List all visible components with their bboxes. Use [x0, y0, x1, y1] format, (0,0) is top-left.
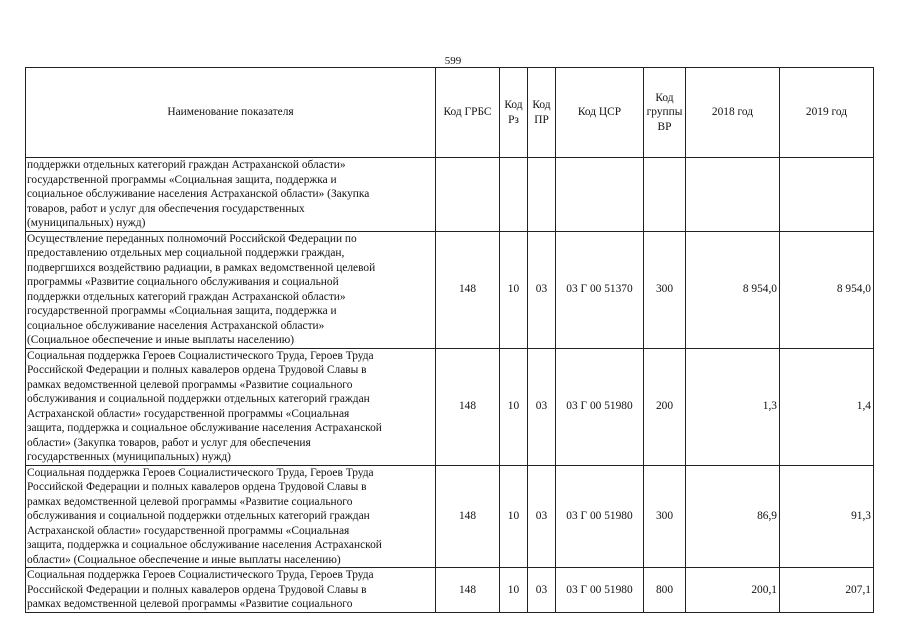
- cell-pr: 03: [528, 568, 556, 613]
- cell-rz: [500, 158, 528, 232]
- name-line: рамках ведомственной целевой программы «Развитие социального: [27, 495, 353, 508]
- name-line: государственных (муниципальных) нужд): [27, 451, 231, 463]
- header-2018: 2018 год: [686, 68, 780, 158]
- name-line: Социальная поддержка Героев Социалистического Труда, Героев Труда: [27, 466, 374, 479]
- name-line: обслуживания и социальной поддержки отдельных категорий граждан: [27, 393, 370, 405]
- name-line: товаров, работ и услуг для обеспечения государственных: [27, 202, 305, 215]
- name-line: Российской Федерации и полных кавалеров ордена Трудовой Славы в: [27, 583, 367, 596]
- name-line: Астраханской области» государственной программы «Социальная: [27, 524, 350, 537]
- name-line: программы «Развитие социального обслуживания и социальной: [27, 276, 339, 288]
- cell-2019: 207,1: [780, 568, 874, 613]
- name-line: Российской Федерации и полных кавалеров ордена Трудовой Славы в: [27, 481, 367, 493]
- cell-name: [26, 465, 436, 568]
- name-line: государственной программы «Социальная защита, поддержка и: [27, 305, 337, 317]
- name-line: области» (Социальное обеспечение и иные выплаты населению): [27, 553, 341, 566]
- cell-rz: 10: [500, 231, 528, 348]
- header-grbs: Код ГРБС: [436, 68, 500, 158]
- cell-name: [26, 158, 436, 232]
- table-row: [26, 568, 874, 613]
- cell-pr: 03: [528, 465, 556, 568]
- cell-rz: 10: [500, 348, 528, 465]
- name-line: подвергшихся воздействию радиации, в рамках ведомственной целевой: [27, 261, 376, 274]
- cell-2019: 1,4: [780, 348, 874, 465]
- cell-name: [26, 568, 436, 613]
- cell-csr: 03 Г 00 51980: [556, 348, 644, 465]
- name-line: поддержки отдельных категорий граждан Астраханской области»: [27, 159, 346, 171]
- name-line: социальное обслуживание населения Астраханской области» (Закупка: [27, 188, 370, 200]
- name-line: поддержки отдельных категорий граждан Астраханской области»: [27, 290, 346, 303]
- cell-grbs: [436, 158, 500, 232]
- header-rz: Код Рз: [500, 68, 528, 158]
- cell-grbs: 148: [436, 231, 500, 348]
- name-line: Российской Федерации и полных кавалеров ордена Трудовой Славы в: [27, 364, 367, 376]
- name-line: государственной программы «Социальная защита, поддержка и: [27, 173, 337, 186]
- table-row: [26, 348, 874, 465]
- budget-table: [25, 67, 874, 613]
- name-line: Астраханской области» государственной программы «Социальная: [27, 407, 350, 420]
- name-line: Социальная поддержка Героев Социалистического Труда, Героев Труда: [27, 569, 374, 581]
- cell-vr: 800: [644, 568, 686, 613]
- cell-grbs: 148: [436, 568, 500, 613]
- name-line: защита, поддержка и социальное обслуживание населения Астраханской: [27, 422, 382, 434]
- name-line: рамках ведомственной целевой программы «Развитие социального: [27, 598, 353, 610]
- cell-pr: 03: [528, 231, 556, 348]
- name-line: области» (Закупка товаров, работ и услуг для обеспечения: [27, 436, 311, 449]
- cell-vr: 300: [644, 465, 686, 568]
- table-row: [26, 231, 874, 348]
- name-line: защита, поддержка и социальное обслуживание населения Астраханской: [27, 539, 382, 551]
- page-number: 599: [444, 55, 462, 67]
- cell-2018: [686, 158, 780, 232]
- cell-vr: [644, 158, 686, 232]
- cell-csr: 03 Г 00 51980: [556, 465, 644, 568]
- cell-grbs: 148: [436, 465, 500, 568]
- cell-rz: 10: [500, 465, 528, 568]
- cell-2018: 86,9: [686, 465, 780, 568]
- cell-csr: 03 Г 00 51980: [556, 568, 644, 613]
- table-body: [26, 158, 874, 613]
- cell-2019: [780, 158, 874, 232]
- cell-vr: 200: [644, 348, 686, 465]
- table-row: [26, 158, 874, 232]
- cell-2019: 91,3: [780, 465, 874, 568]
- cell-pr: [528, 158, 556, 232]
- cell-grbs: 148: [436, 348, 500, 465]
- cell-2018: 8 954,0: [686, 231, 780, 348]
- header-vr: Код группы ВР: [644, 68, 686, 158]
- cell-pr: 03: [528, 348, 556, 465]
- name-line: (Социальное обеспечение и иные выплаты населению): [27, 334, 295, 346]
- name-line: обслуживания и социальной поддержки отдельных категорий граждан: [27, 510, 370, 522]
- header-csr: Код ЦСР: [556, 68, 644, 158]
- table-row: [26, 465, 874, 568]
- cell-vr: 300: [644, 231, 686, 348]
- name-line: Социальная поддержка Героев Социалистического Труда, Героев Труда: [27, 349, 374, 362]
- cell-2019: 8 954,0: [780, 231, 874, 348]
- header-2019: 2019 год: [780, 68, 874, 158]
- cell-2018: 200,1: [686, 568, 780, 613]
- header-pr: Код ПР: [528, 68, 556, 158]
- header-row: [26, 68, 874, 158]
- name-line: социальное обслуживание населения Астраханской области»: [27, 319, 325, 332]
- cell-csr: [556, 158, 644, 232]
- cell-csr: 03 Г 00 51370: [556, 231, 644, 348]
- name-line: рамках ведомственной целевой программы «Развитие социального: [27, 378, 353, 391]
- name-line: предоставлению отдельных мер социальной поддержки граждан,: [27, 247, 345, 259]
- cell-rz: 10: [500, 568, 528, 613]
- cell-name: [26, 231, 436, 348]
- cell-2018: 1,3: [686, 348, 780, 465]
- name-line: (муниципальных) нужд): [27, 217, 146, 229]
- cell-name: [26, 348, 436, 465]
- name-line: Осуществление переданных полномочий Российской Федерации по: [27, 232, 357, 245]
- header-name: Наименование показателя: [26, 68, 436, 158]
